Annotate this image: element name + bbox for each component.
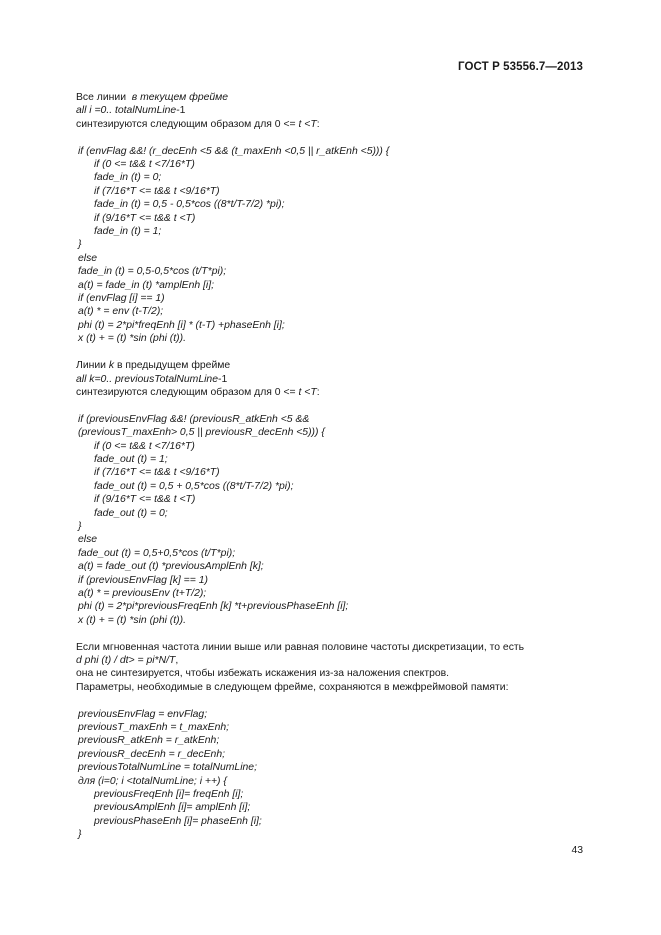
code-line: a(t) = fade_out (t) *previousAmplEnh [k]; — [78, 561, 264, 573]
code-line: if (9/16*T <= t&& t <T) — [94, 494, 196, 506]
code-line: if (previousEnvFlag [k] == 1) — [78, 574, 208, 586]
code-line: для (i=0; i <totalNumLine; i ++) { — [78, 775, 227, 787]
code-line: phi (t) = 2*pi*previousFreqEnh [k] *t+previousPhaseEnh [i]; — [78, 601, 349, 613]
code-line: previousTotalNumLine = totalNumLine; — [78, 762, 257, 774]
code-line: if (0 <= t&& t <7/16*T) — [94, 440, 195, 452]
code-line: previousR_atkEnh = r_atkEnh; — [78, 735, 220, 747]
code-line: previousPhaseEnh [i]= phaseEnh [i]; — [94, 815, 262, 827]
block3-text — [76, 641, 596, 695]
code-line: x (t) + = (t) *sin (phi (t)). — [78, 333, 186, 345]
code-line: previousT_maxEnh = t_maxEnh; — [78, 722, 230, 734]
page-body — [76, 91, 596, 842]
code-line: if (9/16*T <= t&& t <T) — [94, 212, 196, 224]
code-line: if (previousEnvFlag &&! (previousR_atkEnh <5 && — [78, 413, 310, 425]
code-line: a(t) * = env (t-T/2); — [78, 306, 164, 318]
code-line: fade_in (t) = 0; — [94, 172, 162, 184]
code-line: x (t) + = (t) *sin (phi (t)). — [78, 614, 186, 626]
block2-intro — [76, 359, 596, 399]
code-line: } — [78, 520, 82, 532]
code-line: (previousT_maxEnh> 0,5 || previousR_decEnh <5))) { — [78, 427, 325, 439]
code-line: previousR_decEnh = r_decEnh; — [78, 748, 226, 760]
code-line: if (envFlag &&! (r_decEnh <5 && (t_maxEnh <0,5 || r_atkEnh <5))) { — [78, 145, 390, 157]
block1-intro — [76, 91, 596, 131]
code-line: phi (t) = 2*pi*freqEnh [i] * (t-T) +phaseEnh [i]; — [78, 319, 285, 331]
code-line: } — [78, 239, 82, 251]
text-line: синтезируются следующим образом для 0 <= t <T: — [76, 118, 320, 130]
code-line: previousFreqEnh [i]= freqEnh [i]; — [94, 789, 244, 801]
code-line: fade_in (t) = 0,5-0,5*cos (t/T*pi); — [78, 266, 227, 278]
code-line: fade_out (t) = 0,5 + 0,5*cos ((8*t/T-7/2) *pi); — [94, 480, 294, 492]
code-line: a(t) * = previousEnv (t+T/2); — [78, 587, 207, 599]
code-line: fade_out (t) = 1; — [94, 453, 168, 465]
text-line: all i =0.. totalNumLine-1 — [76, 105, 186, 117]
text-line: all k=0.. previousTotalNumLine-1 — [76, 373, 228, 385]
text-line: Все линии в текущем фрейме — [76, 92, 229, 103]
text-line: Линии k в предыдущем фрейме — [76, 360, 231, 372]
block1-code — [78, 145, 596, 346]
code-line: if (envFlag [i] == 1) — [78, 293, 165, 305]
code-line: fade_out (t) = 0,5+0,5*cos (t/T*pi); — [78, 547, 236, 559]
text-line: d phi (t) / dt> = pi*N/T, — [76, 655, 179, 666]
text-line: Параметры, необходимые в следующем фрейме, сохраняются в межфреймовой памяти: — [76, 681, 509, 693]
code-line: } — [78, 829, 82, 841]
code-line: if (7/16*T <= t&& t <9/16*T) — [94, 467, 220, 479]
code-line: fade_in (t) = 1; — [94, 226, 162, 238]
text-line: она не синтезируется, чтобы избежать искажения из-за наложения спектров. — [76, 668, 450, 680]
code-line: else — [78, 252, 98, 264]
text-line: синтезируются следующим образом для 0 <= t <T: — [76, 386, 320, 398]
code-line: if (0 <= t&& t <7/16*T) — [94, 159, 195, 171]
block2-code — [78, 413, 596, 628]
code-line: fade_out (t) = 0; — [94, 507, 168, 519]
text-line: Если мгновенная частота линии выше или равная половине частоты дискретизации, то есть — [76, 641, 525, 653]
code-line: previousEnvFlag = envFlag; — [78, 708, 208, 720]
code-line: a(t) = fade_in (t) *amplEnh [i]; — [78, 279, 215, 291]
code-line: fade_in (t) = 0,5 - 0,5*cos ((8*t/T-7/2) *pi); — [94, 199, 285, 211]
code-line: else — [78, 534, 98, 546]
document-header: ГОСТ Р 53556.7—2013 — [458, 61, 583, 73]
code-line: if (7/16*T <= t&& t <9/16*T) — [94, 185, 220, 197]
block3-code — [78, 708, 596, 842]
code-line: previousAmplEnh [i]= amplEnh [i]; — [94, 802, 251, 814]
page-number: 43 — [571, 845, 583, 856]
